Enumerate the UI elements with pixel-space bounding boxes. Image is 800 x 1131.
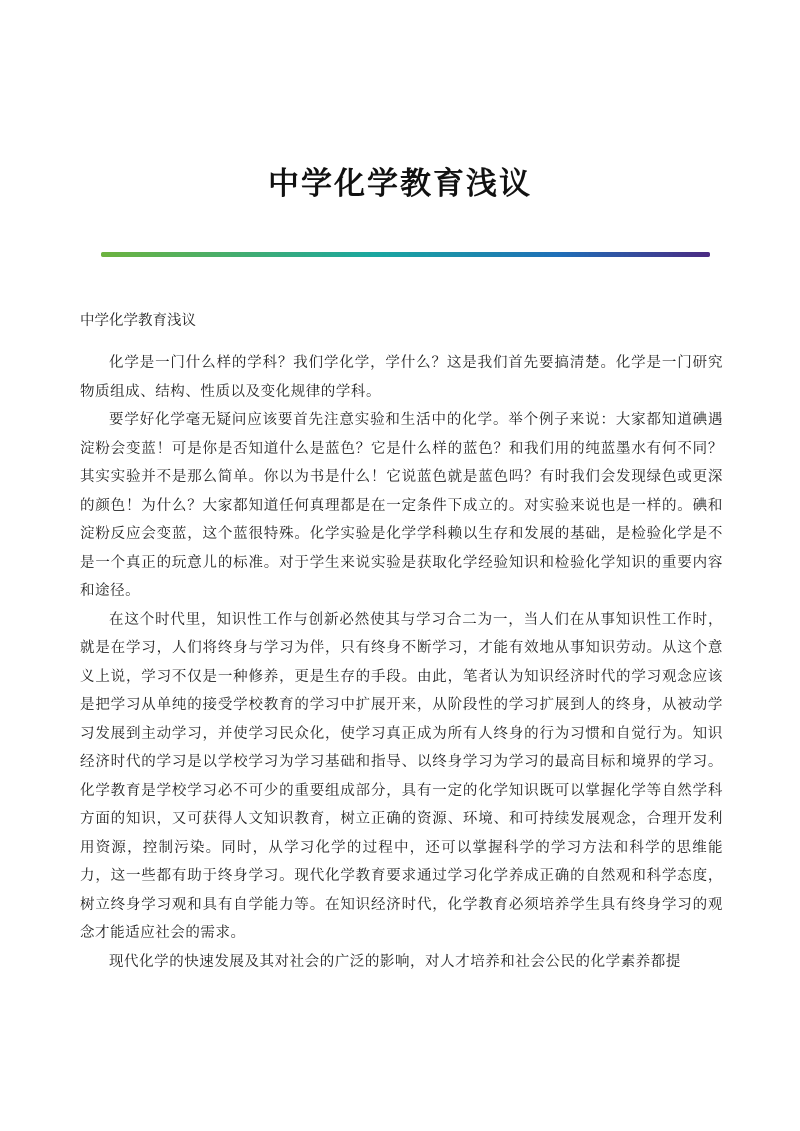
section-heading: 中学化学教育浅议 bbox=[80, 313, 196, 329]
paragraph-2: 要学好化学毫无疑问应该要首先注意实验和生活中的化学。举个例子来说：大家都知道碘遇淀粉会变蓝！可是你是否知道什么是蓝色？它是什么样的蓝色？和我们用的纯蓝墨水有何不同？其实实验并不是那么简单。你以为书是什么！它说蓝色就是蓝色吗？有时我们会发现绿色或更深的颜色！为什么？大家都知道任何真理都是在一定条件下成立的。对实验来说也是一样的。碘和淀粉反应会变蓝，这个蓝很特殊。化学实验是化学学科赖以生存和发展的基础，是检验化学是不是一个真正的玩意儿的标准。对于学生来说实验是获取化学经验知识和检验化学知识的重要内容和途径。 bbox=[80, 412, 723, 599]
document-body bbox=[80, 311, 723, 976]
title-divider bbox=[101, 252, 710, 257]
paragraph-4: 现代化学的快速发展及其对社会的广泛的影响，对人才培养和社会公民的化学素养都提 bbox=[109, 953, 681, 970]
paragraph-1: 化学是一门什么样的学科？我们学化学，学什么？这是我们首先要搞清楚。化学是一门研究物质组成、结构、性质以及变化规律的学科。 bbox=[80, 355, 723, 400]
paragraph-3: 在这个时代里，知识性工作与创新必然使其与学习合二为一，当人们在从事知识性工作时，就是在学习，人们将终身与学习为伴，只有终身不断学习，才能有效地从事知识劳动。从这个意义上说，学习不仅是一种修养，更是生存的手段。由此，笔者认为知识经济时代的学习观念应该是把学习从单纯的接受学校教育的学习中扩展开来，从阶段性的学习扩展到人的终身，从被动学习发展到主动学习，并使学习民众化，使学习真正成为所有人终身的行为习惯和自觉行为。知识经济时代的学习是以学校学习为学习基础和指导、以终身学习为学习的最高目标和境界的学习。化学教育是学校学习必不可少的重要组成部分，具有一定的化学知识既可以掌握化学等自然学科方面的知识，又可获得人文知识教育，树立正确的资源、环境、和可持续发展观念，合理开发利用资源，控制污染。同时，从学习化学的过程中，还可以掌握科学的学习方法和科学的思维能力，这一些都有助于终身学习。现代化学教育要求通过学习化学养成正确的自然观和科学态度，树立终身学习观和具有自学能力等。在知识经济时代，化学教育必须培养学生具有终身学习的观念才能适应社会的需求。 bbox=[80, 611, 723, 941]
document-title: 中学化学教育浅议 bbox=[268, 166, 532, 202]
